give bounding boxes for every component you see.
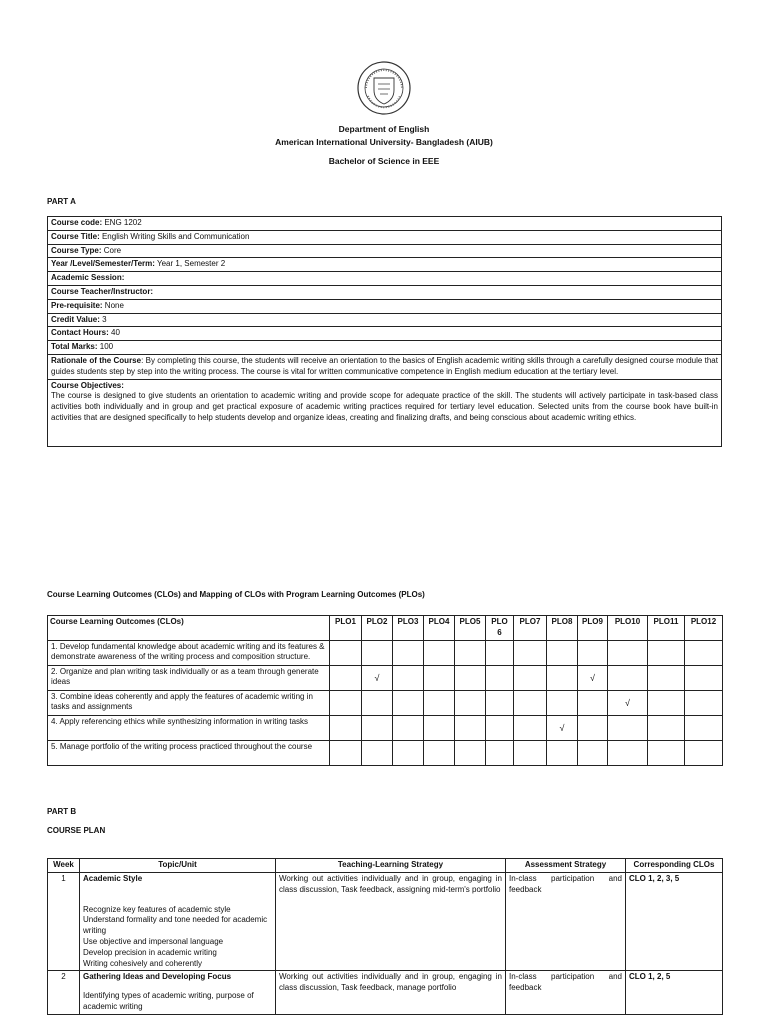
course-info-value: Year 1, Semester 2 bbox=[154, 259, 226, 269]
course-info-cell bbox=[48, 230, 722, 244]
plan-header-strategy: Teaching-Learning Strategy bbox=[276, 859, 506, 873]
plo-cell bbox=[455, 690, 486, 715]
plo-header: PLO5 bbox=[455, 616, 486, 641]
plo-cell bbox=[608, 690, 648, 715]
course-info-cell bbox=[48, 341, 722, 355]
plo-header: PLO12 bbox=[685, 616, 723, 641]
objectives-row bbox=[48, 379, 722, 446]
plan-topic-item: Use objective and impersonal language bbox=[83, 936, 224, 946]
plan-week: 1 bbox=[48, 872, 80, 971]
plo-cell bbox=[393, 715, 424, 740]
course-info-row bbox=[48, 313, 722, 327]
plo-header: PLO 6 bbox=[486, 616, 514, 641]
plo-cell bbox=[455, 740, 486, 765]
plo-cell bbox=[648, 740, 685, 765]
plo-cell bbox=[685, 640, 723, 665]
clo-text: 4. Apply referencing ethics while synthesizing information in writing tasks bbox=[48, 715, 330, 740]
course-info-row bbox=[48, 217, 722, 231]
plo-cell bbox=[455, 715, 486, 740]
plo-cell bbox=[393, 740, 424, 765]
course-info-key: Course code: bbox=[51, 218, 103, 227]
course-plan-table bbox=[47, 858, 723, 1015]
clo-section-title: Course Learning Outcomes (CLOs) and Mapping of CLOs with Program Learning Outcomes (PLOs) bbox=[47, 590, 425, 599]
plo-cell bbox=[393, 640, 424, 665]
plan-topic-item: Recognize key features of academic style bbox=[83, 904, 231, 914]
course-info-row bbox=[48, 299, 722, 313]
plo-cell bbox=[486, 640, 514, 665]
program-title: Bachelor of Science in EEE bbox=[328, 156, 440, 166]
plo-cell bbox=[578, 740, 608, 765]
part-b-label: PART B bbox=[47, 807, 77, 816]
course-info-key: Course Teacher/Instructor: bbox=[51, 286, 154, 296]
course-info-key: Course Type: bbox=[51, 245, 102, 255]
plo-header: PLO2 bbox=[362, 616, 393, 641]
plo-cell bbox=[486, 665, 514, 690]
plan-clos: CLO 1, 2, 5 bbox=[626, 971, 723, 1014]
plo-cell bbox=[608, 740, 648, 765]
plo-cell bbox=[424, 665, 455, 690]
plo-header: PLO11 bbox=[648, 616, 685, 641]
plo-cell bbox=[455, 640, 486, 665]
university-title: American International University- Bangladesh (AIUB) bbox=[275, 137, 493, 147]
course-info-value: 100 bbox=[97, 342, 114, 352]
course-info-cell bbox=[48, 272, 722, 286]
plo-cell bbox=[648, 715, 685, 740]
plo-cell bbox=[685, 715, 723, 740]
plo-header: PLO8 bbox=[547, 616, 578, 641]
plan-topic bbox=[80, 872, 276, 971]
clo-row bbox=[48, 715, 723, 740]
plo-cell bbox=[424, 740, 455, 765]
rationale-key: Rationale of the Course bbox=[51, 355, 142, 365]
plan-strategy: Working out activities individually and in group, engaging in class discussion, Task feedback, manage portfolio bbox=[276, 971, 506, 1014]
clo-plo-mapping-table bbox=[47, 615, 723, 766]
rationale-row bbox=[48, 354, 722, 379]
course-info-row bbox=[48, 230, 722, 244]
plo-cell bbox=[547, 690, 578, 715]
plo-cell bbox=[514, 665, 547, 690]
rationale-cell bbox=[48, 354, 722, 379]
plan-assessment: In-class participation and feedback bbox=[506, 872, 626, 971]
plan-header-topic: Topic/Unit bbox=[80, 859, 276, 873]
plo-cell bbox=[486, 690, 514, 715]
course-info-key: Total Marks: bbox=[51, 342, 98, 352]
clo-header: Course Learning Outcomes (CLOs) bbox=[48, 616, 330, 641]
course-info-value: None bbox=[102, 300, 124, 310]
course-info-value: ENG 1202 bbox=[102, 218, 142, 227]
course-info-cell bbox=[48, 258, 722, 272]
plo-cell bbox=[547, 715, 578, 740]
plo-cell bbox=[362, 665, 393, 690]
plo-cell bbox=[362, 640, 393, 665]
course-info-key: Course Title: bbox=[51, 231, 100, 241]
plo-cell bbox=[330, 740, 362, 765]
plan-topic bbox=[80, 971, 276, 1014]
plan-row bbox=[48, 872, 723, 971]
plo-cell bbox=[648, 640, 685, 665]
objectives-key: Course Objectives: bbox=[51, 380, 124, 390]
plan-topic-spacer bbox=[83, 885, 272, 905]
plan-row bbox=[48, 971, 723, 1014]
plo-cell bbox=[330, 640, 362, 665]
plo-cell bbox=[330, 665, 362, 690]
clo-row bbox=[48, 740, 723, 765]
course-info-key: Academic Session: bbox=[51, 273, 125, 283]
course-info-cell bbox=[48, 327, 722, 341]
objectives-cell bbox=[48, 379, 722, 446]
plo-cell bbox=[486, 715, 514, 740]
plo-cell bbox=[514, 640, 547, 665]
course-info-cell bbox=[48, 285, 722, 299]
course-info-key: Credit Value: bbox=[51, 314, 100, 324]
course-info-table bbox=[47, 216, 722, 447]
course-info-row bbox=[48, 244, 722, 258]
plo-cell bbox=[330, 715, 362, 740]
plo-cell bbox=[685, 690, 723, 715]
plo-cell bbox=[547, 740, 578, 765]
course-info-row bbox=[48, 258, 722, 272]
clo-text: 1. Develop fundamental knowledge about academic writing and its features & demonstrate awareness of the writing process and composition structure. bbox=[48, 640, 330, 665]
check-mark-icon: √ bbox=[559, 722, 565, 733]
plo-cell bbox=[514, 740, 547, 765]
plo-cell bbox=[393, 665, 424, 690]
check-mark-icon: √ bbox=[625, 697, 630, 708]
plo-cell bbox=[608, 715, 648, 740]
plo-header: PLO4 bbox=[424, 616, 455, 641]
objectives-text: The course is designed to give students an orientation to academic writing and provide scope for adequate practice of the skill. The students will actively participate in task-based class activities both individually and in group and get practical exposure of academic writing practices required for tertiary level education. Selected units from the course book have built-in activities that are designed specifically to help students develop and organize ideas, creating and finalizing drafts, and being conscious about academic writing ethics. bbox=[51, 391, 718, 422]
check-mark-icon: √ bbox=[590, 672, 595, 683]
plan-topic-item: Writing cohesively and coherently bbox=[83, 958, 203, 968]
plo-cell bbox=[547, 640, 578, 665]
clo-row bbox=[48, 665, 723, 690]
plan-topic-title: Gathering Ideas and Developing Focus bbox=[83, 972, 232, 982]
plo-cell bbox=[685, 665, 723, 690]
plan-clos: CLO 1, 2, 3, 5 bbox=[626, 872, 723, 971]
clo-row bbox=[48, 690, 723, 715]
clo-text: 5. Manage portfolio of the writing process practiced throughout the course bbox=[48, 740, 330, 765]
plo-cell bbox=[578, 665, 608, 690]
course-info-cell bbox=[48, 313, 722, 327]
plo-cell bbox=[362, 690, 393, 715]
plan-topic-item: Understand formality and tone needed for academic writing bbox=[83, 915, 268, 936]
course-info-value: English Writing Skills and Communication bbox=[99, 231, 250, 241]
plo-header: PLO1 bbox=[330, 616, 362, 641]
plo-cell bbox=[608, 640, 648, 665]
course-info-key: Year /Level/Semester/Term: bbox=[51, 259, 155, 269]
plan-topic-item: Develop precision in academic writing bbox=[83, 947, 217, 957]
course-info-key: Contact Hours: bbox=[51, 328, 109, 338]
plo-cell bbox=[424, 690, 455, 715]
course-info-value: 3 bbox=[99, 314, 107, 324]
plo-cell bbox=[514, 715, 547, 740]
department-title: Department of English bbox=[338, 124, 430, 134]
course-info-cell bbox=[48, 217, 722, 231]
course-info-row bbox=[48, 341, 722, 355]
plo-cell bbox=[685, 740, 723, 765]
course-info-row bbox=[48, 272, 722, 286]
course-info-row bbox=[48, 285, 722, 299]
plo-header: PLO9 bbox=[578, 616, 608, 641]
plo-header: PLO3 bbox=[393, 616, 424, 641]
plo-cell bbox=[362, 740, 393, 765]
clo-text: 2. Organize and plan writing task individually or as a team through generate ideas bbox=[48, 665, 330, 690]
course-plan-label: COURSE PLAN bbox=[47, 826, 106, 835]
check-mark-icon: √ bbox=[374, 672, 380, 683]
plan-strategy: Working out activities individually and in group, engaging in class discussion, Task feedback, assigning mid-term's portfolio bbox=[276, 872, 506, 971]
plan-header-assessment: Assessment Strategy bbox=[506, 859, 626, 873]
clo-text: 3. Combine ideas coherently and apply the features of academic writing in tasks and assignments bbox=[48, 690, 330, 715]
plo-cell bbox=[393, 690, 424, 715]
plan-week: 2 bbox=[48, 971, 80, 1014]
course-info-value: 40 bbox=[108, 328, 120, 338]
plo-cell bbox=[424, 640, 455, 665]
university-seal-logo bbox=[356, 58, 412, 118]
course-info-cell bbox=[48, 299, 722, 313]
plo-cell bbox=[514, 690, 547, 715]
plo-cell bbox=[578, 715, 608, 740]
part-a-label: PART A bbox=[47, 197, 76, 206]
plan-header-clos: Corresponding CLOs bbox=[626, 859, 723, 873]
course-info-row bbox=[48, 327, 722, 341]
plo-cell bbox=[362, 715, 393, 740]
plo-header: PLO10 bbox=[608, 616, 648, 641]
plo-header: PLO7 bbox=[514, 616, 547, 641]
plo-cell bbox=[648, 690, 685, 715]
plan-assessment: In-class participation and feedback bbox=[506, 971, 626, 1014]
plan-topic-title: Academic Style bbox=[83, 873, 143, 883]
plo-cell bbox=[330, 690, 362, 715]
course-info-cell bbox=[48, 244, 722, 258]
plo-cell bbox=[578, 690, 608, 715]
plo-cell bbox=[424, 715, 455, 740]
plo-cell bbox=[455, 665, 486, 690]
clo-row bbox=[48, 640, 723, 665]
course-info-key: Pre-requisite: bbox=[51, 300, 103, 310]
rationale-text: : By completing this course, the students will receive an orientation to the basics of English academic writing skills through a carefully designed course module that guides students step by step into the writing process. The course is vital for written communicative competence in English medium education at the tertiary level. bbox=[51, 355, 718, 376]
plo-cell bbox=[578, 640, 608, 665]
plo-cell bbox=[608, 665, 648, 690]
course-info-value: Core bbox=[101, 245, 122, 255]
plo-cell bbox=[547, 665, 578, 690]
plan-header-week: Week bbox=[48, 859, 80, 873]
plo-cell bbox=[648, 665, 685, 690]
plan-topic-spacer bbox=[83, 983, 272, 991]
plo-cell bbox=[486, 740, 514, 765]
plan-topic-item: Identifying types of academic writing, purpose of academic writing bbox=[83, 991, 254, 1011]
